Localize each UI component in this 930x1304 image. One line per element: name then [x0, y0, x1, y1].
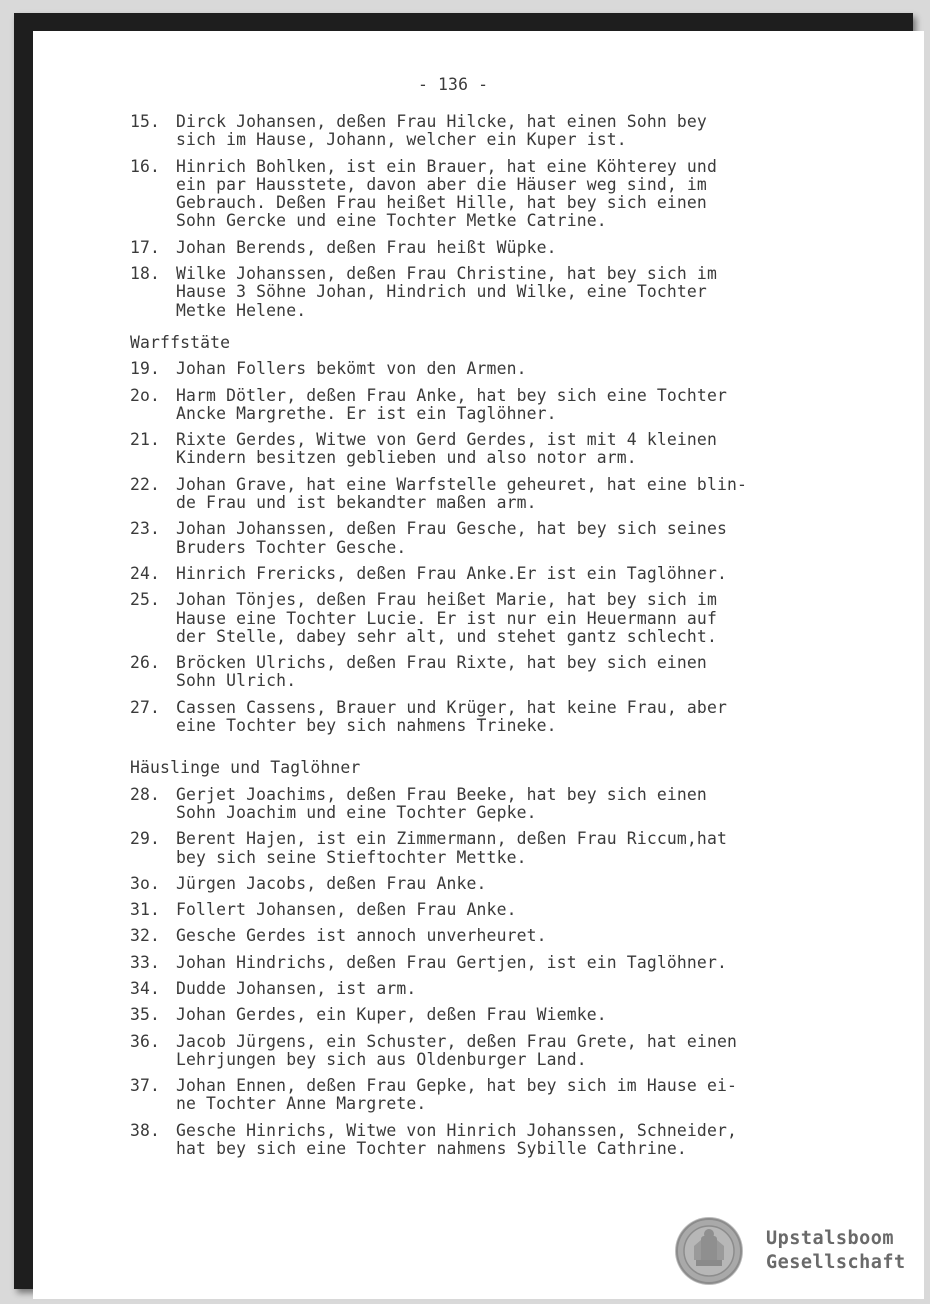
- entry-text: Johan Gerdes, ein Kuper, deßen Frau Wiemke.: [176, 1005, 607, 1025]
- entry-number: 34.: [130, 978, 161, 998]
- entry-text: Cassen Cassens, Brauer und Krüger, hat keine Frau, aber eine Tochter bey sich nahmens Trineke.: [176, 697, 727, 736]
- entry-text: Dirck Johansen, deßen Frau Hilcke, hat einen Sohn bey sich im Hause, Johann, welcher ein Kuper ist.: [176, 112, 707, 150]
- list-item: [130, 1077, 850, 1114]
- entry-number: 26.: [130, 653, 161, 673]
- list-item: [130, 830, 850, 867]
- entry-text: Bröcken Ulrichs, deßen Frau Rixte, hat bey sich einen Sohn Ulrich.: [176, 653, 707, 691]
- list-item: [130, 476, 850, 513]
- entry-text: Johan Follers bekömt von den Armen.: [176, 359, 527, 379]
- list-item: [130, 158, 850, 231]
- list-item: [130, 980, 850, 998]
- entry-text: Jürgen Jacobs, deßen Frau Anke.: [176, 873, 487, 893]
- list-item: [130, 654, 850, 691]
- list-item: [130, 265, 850, 320]
- entry-number: 23.: [130, 519, 161, 539]
- entry-text: Jacob Jürgens, ein Schuster, deßen Frau Grete, hat einen Lehrjungen bey sich aus Oldenburger Land.: [176, 1031, 738, 1069]
- entry-number: 35.: [130, 1005, 161, 1025]
- list-item: [130, 954, 850, 972]
- list-item: [130, 901, 850, 919]
- entry-text: Gesche Gerdes ist annoch unverheuret.: [176, 926, 547, 946]
- entry-number: 38.: [130, 1120, 161, 1140]
- document-page: [33, 31, 924, 1299]
- entry-number: 29.: [130, 829, 161, 849]
- society-name-line1: Upstalsboom: [766, 1228, 895, 1249]
- list-item: [130, 387, 850, 424]
- society-name-line2: Gesellschaft: [766, 1252, 906, 1273]
- entry-text: Johan Grave, hat eine Warfstelle geheuret, hat eine blin- de Frau und ist bekandter maßen arm.: [176, 474, 748, 513]
- list-item: [130, 1033, 850, 1070]
- list-item: [130, 565, 850, 583]
- list-item: [130, 239, 850, 257]
- entry-number: 24.: [130, 563, 161, 583]
- entry-number: 28.: [130, 784, 161, 804]
- entry-number: 15.: [130, 112, 161, 131]
- entry-list: [130, 113, 850, 1166]
- entry-number: 22.: [130, 474, 161, 494]
- entry-text: Rixte Gerdes, Witwe von Gerd Gerdes, ist mit 4 kleinen Kindern besitzen geblieben und also notor arm.: [176, 430, 717, 468]
- entry-text: Hinrich Bohlken, ist ein Brauer, hat eine Köhterey und ein par Hausstete, davon aber die Häuser weg sind, im Gebrauch. Deßen Frau heißet Hille, hat bey sich einen Sohn Gercke und eine Tochter Metke Catrine.: [176, 156, 717, 231]
- entry-number: 32.: [130, 926, 161, 946]
- list-item: [130, 1006, 850, 1024]
- entry-text: Johan Berends, deßen Frau heißt Wüpke.: [176, 237, 557, 257]
- entry-number: 16.: [130, 156, 161, 176]
- entry-number: 18.: [130, 264, 161, 284]
- list-item: [130, 113, 850, 150]
- entry-text: Follert Johansen, deßen Frau Anke.: [176, 900, 517, 920]
- list-item: [130, 431, 850, 468]
- section-heading-haeuslinge: Häuslinge und Taglöhner: [130, 758, 361, 778]
- entry-text: Johan Johanssen, deßen Frau Gesche, hat bey sich seines Bruders Tochter Gesche.: [176, 519, 727, 557]
- entry-number: 21.: [130, 430, 161, 450]
- entry-number: 25.: [130, 590, 161, 610]
- list-item: [130, 927, 850, 945]
- entry-text: Gerjet Joachims, deßen Frau Beeke, hat bey sich einen Sohn Joachim und eine Tochter Gepke.: [176, 784, 707, 822]
- society-name: [766, 1227, 906, 1275]
- list-item: [130, 520, 850, 557]
- seal-icon: [674, 1216, 744, 1286]
- entry-text: Gesche Hinrichs, Witwe von Hinrich Johanssen, Schneider, hat bey sich eine Tochter nahmens Sybille Cathrine.: [176, 1120, 738, 1159]
- entry-text: Johan Ennen, deßen Frau Gepke, hat bey sich im Hause ei- ne Tochter Anne Margrete.: [176, 1076, 738, 1114]
- page-number: - 136 -: [418, 75, 489, 94]
- entry-number: 3o.: [130, 873, 161, 893]
- society-logo: [674, 1216, 924, 1286]
- entry-number: 36.: [130, 1031, 161, 1051]
- entry-text: Hinrich Frericks, deßen Frau Anke.Er ist ein Taglöhner.: [176, 563, 727, 583]
- list-item: [130, 875, 850, 893]
- entry-text: Wilke Johanssen, deßen Frau Christine, hat bey sich im Hause 3 Söhne Johan, Hindrich und Wilke, eine Tochter Metke Helene.: [176, 264, 717, 320]
- entry-number: 17.: [130, 237, 161, 257]
- entry-number: 37.: [130, 1076, 161, 1096]
- entry-text: Berent Hajen, ist ein Zimmermann, deßen Frau Riccum,hat bey sich seine Stieftochter Mettke.: [176, 829, 727, 867]
- entry-text: Harm Dötler, deßen Frau Anke, hat bey sich eine Tochter Ancke Margrethe. Er ist ein Taglöhner.: [176, 385, 727, 423]
- entry-number: 33.: [130, 952, 161, 972]
- entry-text: Johan Hindrichs, deßen Frau Gertjen, ist ein Taglöhner.: [176, 952, 727, 972]
- entry-number: 31.: [130, 900, 161, 920]
- entry-number: 27.: [130, 697, 161, 717]
- entry-text: Johan Tönjes, deßen Frau heißet Marie, hat bey sich im Hause eine Tochter Lucie. Er ist nur ein Heuermann auf der Stelle, dabey sehr alt, und stehet gantz schlecht.: [176, 590, 717, 646]
- list-item: [130, 591, 850, 646]
- list-item: [130, 1122, 850, 1159]
- list-item: [130, 360, 850, 378]
- section-heading-warffstaete: Warffstäte: [130, 332, 231, 352]
- entry-number: 2o.: [130, 385, 161, 405]
- list-item: [130, 699, 850, 736]
- page-frame: [14, 13, 913, 1289]
- entry-number: 19.: [130, 359, 161, 379]
- typed-page: [33, 31, 924, 1299]
- entry-text: Dudde Johansen, ist arm.: [176, 978, 417, 998]
- list-item: [130, 786, 850, 823]
